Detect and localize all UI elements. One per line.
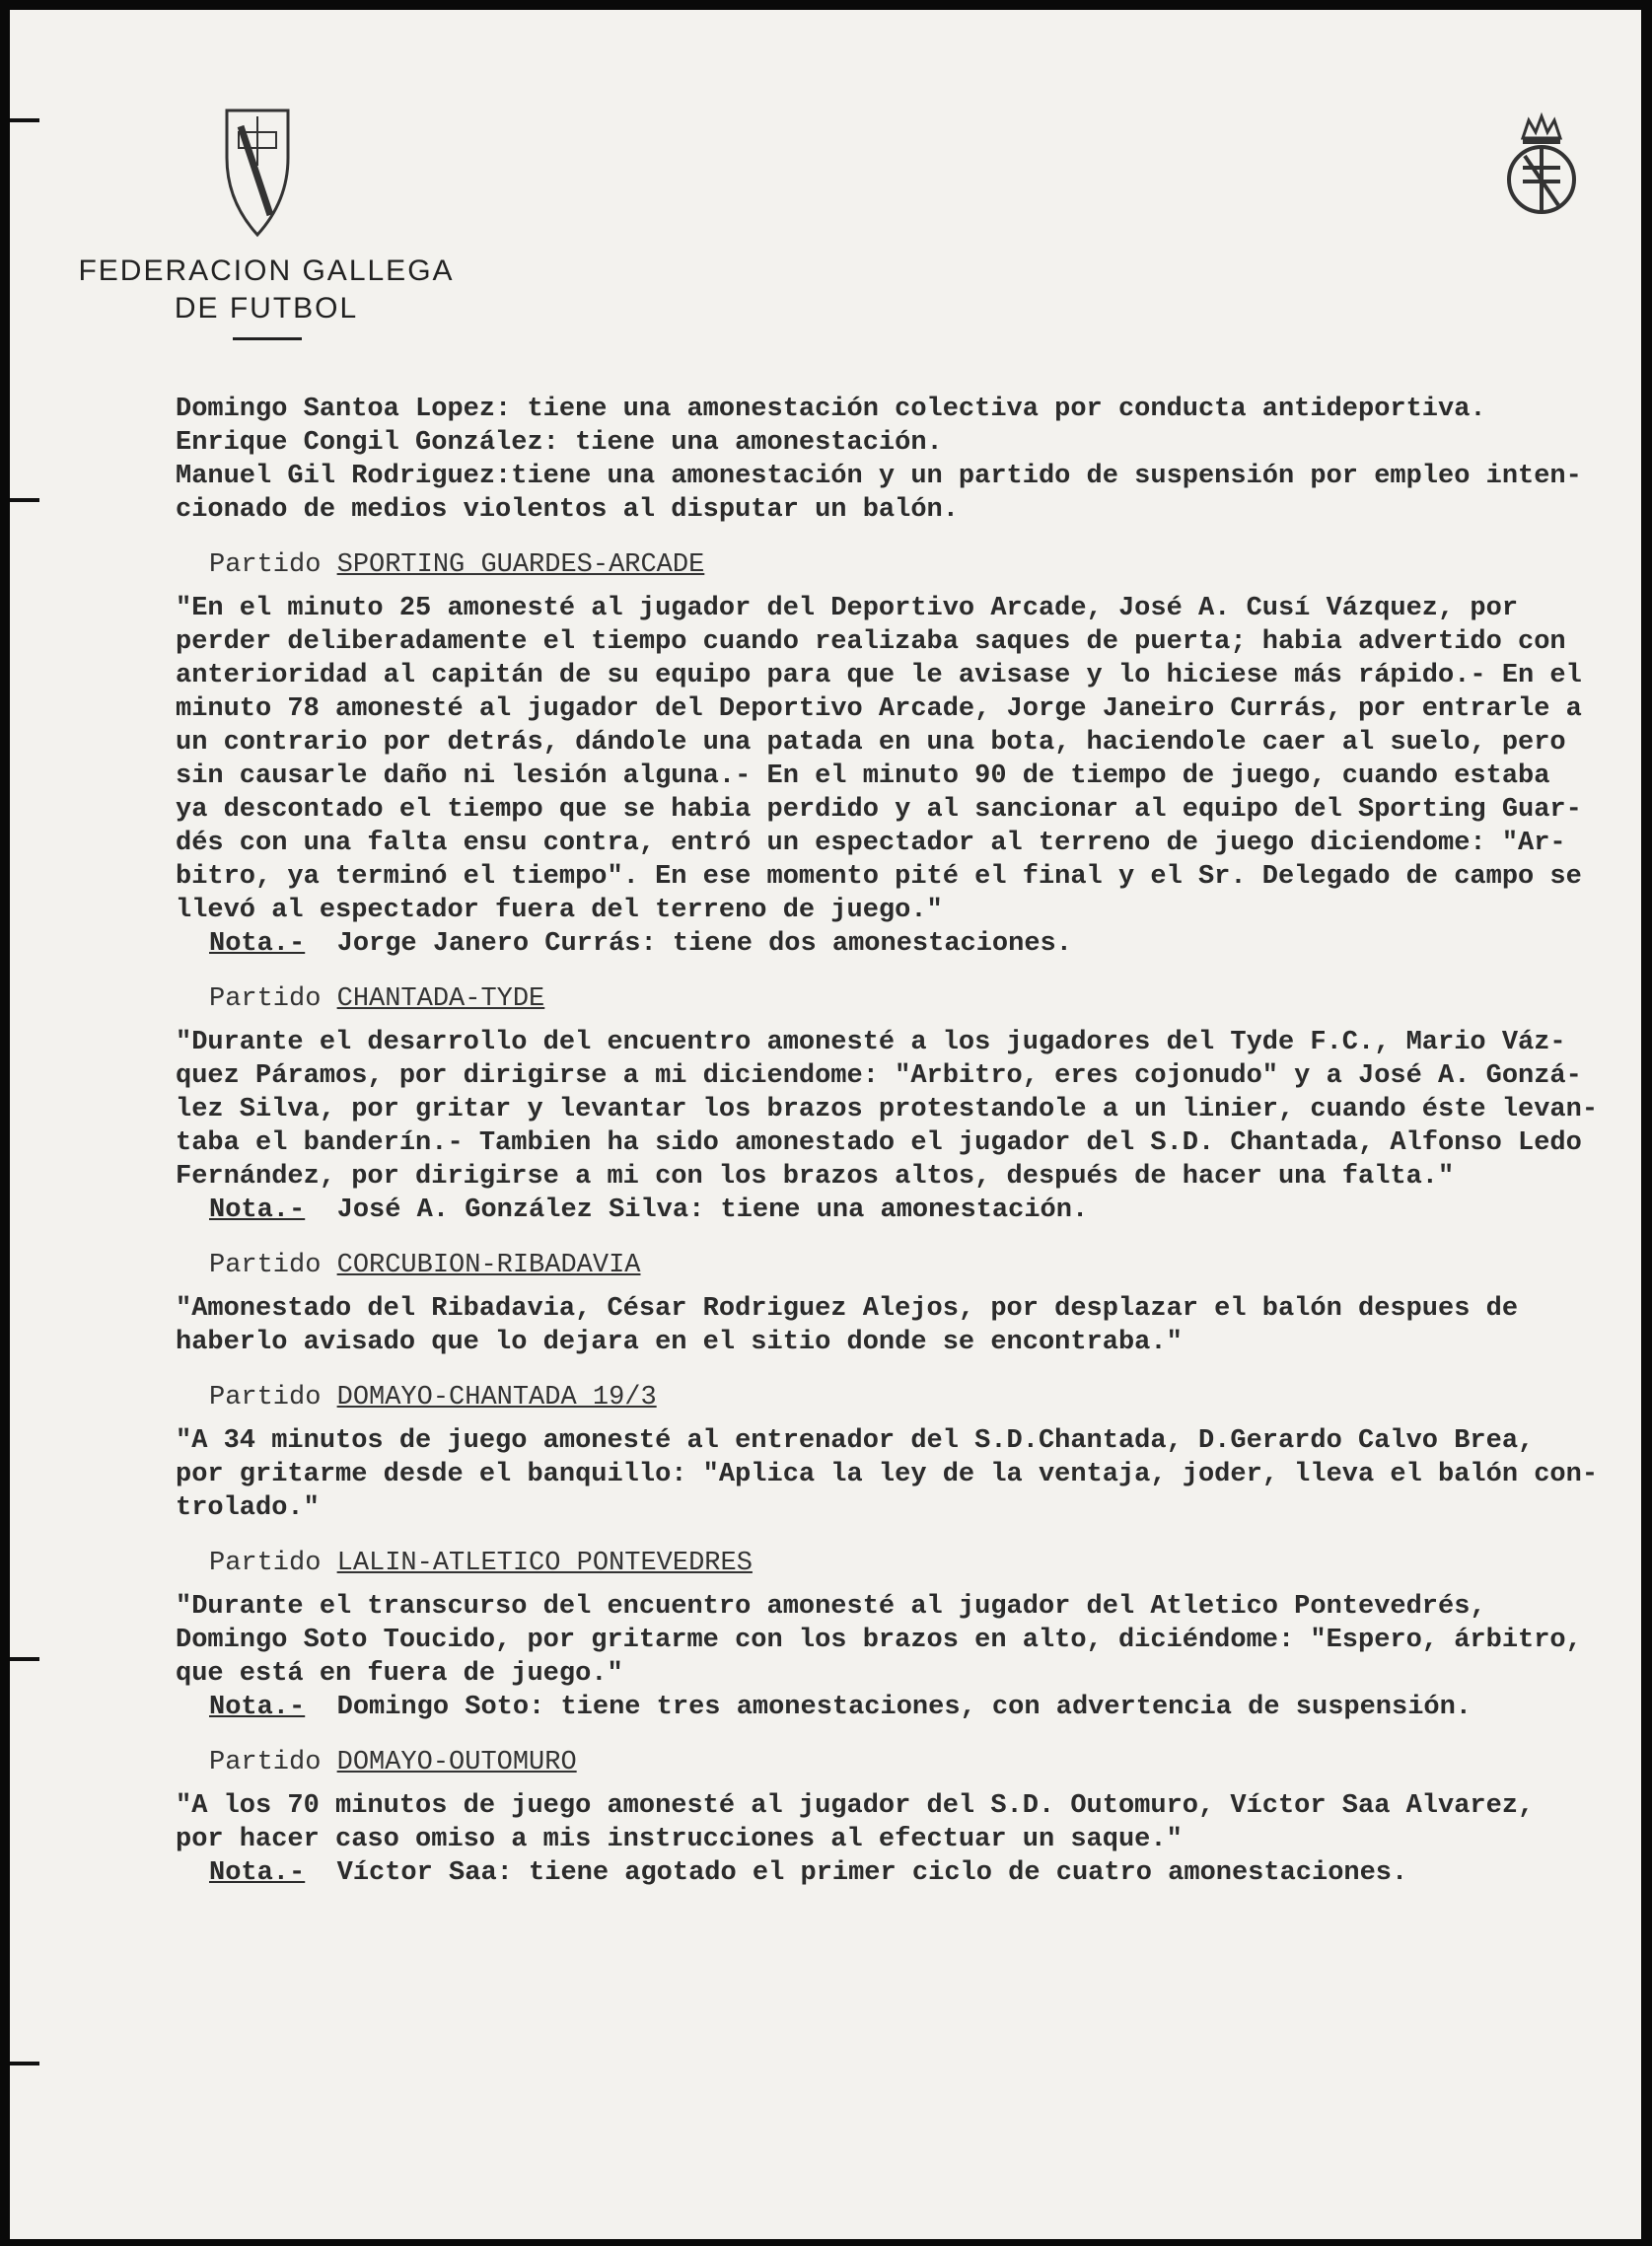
report-line: por hacer caso omiso a mis instrucciones al efectuar un saque." [176,1825,1183,1854]
match-section [176,1746,1645,1890]
match-section [176,1381,1645,1525]
document-body [176,393,1645,1890]
report-line: dés con una falta ensu contra, entró un espectador al terreno de juego diciendome: "Ar- [176,829,1566,858]
match-title: LALIN-ATLETICO PONTEVEDRES [336,1549,753,1578]
binder-mark [10,2062,39,2065]
note-label: Nota.- [209,1858,306,1888]
report-line: lez Silva, por gritar y levantar los brazos protestandole a un linier, cuando éste levan- [176,1095,1599,1124]
report-line: haberlo avisado que lo dejara en el sitio donde se encontraba." [176,1328,1183,1357]
report-line: Domingo Soto Toucido, por gritarme con los brazos en alto, diciéndome: "Espero, árbitro, [176,1626,1582,1655]
intro-line: Manuel Gil Rodriguez:tiene una amonestación y un partido de suspensión por empleo inten- [176,462,1582,491]
match-section [176,1547,1645,1724]
match-heading [176,1249,1645,1282]
note-label: Nota.- [209,1195,306,1225]
intro-line: Enrique Congil González: tiene una amonestación. [176,428,943,458]
intro-line: cionado de medios violentos al disputar un balón. [176,495,959,525]
report-line: que está en fuera de juego." [176,1659,623,1689]
note-label: Nota.- [209,1693,306,1722]
report-line: Fernández, por dirigirse a mi con los brazos altos, después de hacer una falta." [176,1162,1455,1192]
report-line: sin causarle daño ni lesión alguna.- En el minuto 90 de tiempo de juego, cuando estaba [176,761,1550,791]
report-line: "Durante el transcurso del encuentro amonesté al jugador del Atletico Pontevedrés, [176,1592,1486,1622]
crowned-emblem-logo [1501,109,1582,219]
binder-mark [10,1657,39,1661]
document-page [10,10,1641,2239]
org-name-line2: DE FUTBOL [174,292,359,325]
report-line: "Amonestado del Ribadavia, César Rodriguez Alejos, por desplazar el balón despues de [176,1294,1519,1324]
match-label: Partido [209,550,322,580]
binder-mark [10,498,39,502]
match-title: DOMAYO-OUTOMURO [336,1748,577,1777]
match-note [176,927,1645,961]
note-text: Domingo Soto: tiene tres amonestaciones, con advertencia de suspensión. [336,1693,1472,1722]
note-text: Víctor Saa: tiene agotado el primer ciclo de cuatro amonestaciones. [336,1858,1408,1888]
match-title: CORCUBION-RIBADAVIA [336,1251,641,1280]
report-line: "A 34 minutos de juego amonesté al entrenador del S.D.Chantada, D.Gerardo Calvo Brea, [176,1426,1535,1456]
report-line: bitro, ya terminó el tiempo". En ese momento pité el final y el Sr. Delegado de campo se [176,862,1582,892]
report-line: "Durante el desarrollo del encuentro amonesté a los jugadores del Tyde F.C., Mario Váz- [176,1028,1566,1057]
note-label: Nota.- [209,929,306,959]
report-line: ya descontado el tiempo que se habia perdido y al sancionar al equipo del Sporting Guar- [176,795,1582,825]
report-line: un contrario por detrás, dándole una patada en una bota, haciendole caer al suelo, pero [176,728,1566,758]
report-line: anterioridad al capitán de su equipo para que le avisase y lo hiciese más rápido.- En el [176,661,1582,690]
match-heading [176,1746,1645,1779]
match-heading [176,982,1645,1016]
match-label: Partido [209,984,322,1014]
match-label: Partido [209,1251,322,1280]
match-section [176,982,1645,1227]
match-section [176,1249,1645,1359]
report-line: minuto 78 amonesté al jugador del Deportivo Arcade, Jorge Janeiro Currás, por entrarle a [176,694,1582,724]
match-heading [176,1381,1645,1414]
report-line: "En el minuto 25 amonesté al jugador del Deportivo Arcade, José A. Cusí Vázquez, por [176,594,1519,623]
report-line: llevó al espectador fuera del terreno de juego." [176,896,943,925]
match-heading [176,548,1645,582]
report-line: "A los 70 minutos de juego amonesté al jugador del S.D. Outomuro, Víctor Saa Alvarez, [176,1791,1535,1821]
match-note [176,1691,1645,1724]
report-line: trolado." [176,1493,320,1523]
organization-name [69,253,464,327]
match-label: Partido [209,1748,322,1777]
match-title: SPORTING GUARDES-ARCADE [336,550,705,580]
match-title: CHANTADA-TYDE [336,984,545,1014]
match-label: Partido [209,1383,322,1413]
report-line: por gritarme desde el banquillo: "Aplica la ley de la ventaja, joder, lleva el balón con- [176,1460,1599,1489]
match-note [176,1856,1645,1890]
note-text: José A. González Silva: tiene una amonestación. [336,1195,1089,1225]
federation-shield-logo [223,107,292,239]
report-line: taba el banderín.- Tambien ha sido amonestado el jugador del S.D. Chantada, Alfonso Ledo [176,1128,1582,1158]
org-divider [233,337,302,340]
report-line: perder deliberadamente el tiempo cuando realizaba saques de puerta; habia advertido con [176,627,1566,657]
binder-mark [10,118,39,122]
match-label: Partido [209,1549,322,1578]
note-text: Jorge Janero Currás: tiene dos amonestaciones. [336,929,1072,959]
match-title: DOMAYO-CHANTADA 19/3 [336,1383,657,1413]
intro-line: Domingo Santoa Lopez: tiene una amonestación colectiva por conducta antideportiva. [176,395,1486,424]
match-note [176,1194,1645,1227]
report-line: quez Páramos, por dirigirse a mi diciendome: "Arbitro, eres cojonudo" y a José A. Gonzá- [176,1061,1582,1091]
match-section [176,548,1645,961]
match-heading [176,1547,1645,1580]
org-name-line1: FEDERACION GALLEGA [78,254,455,287]
